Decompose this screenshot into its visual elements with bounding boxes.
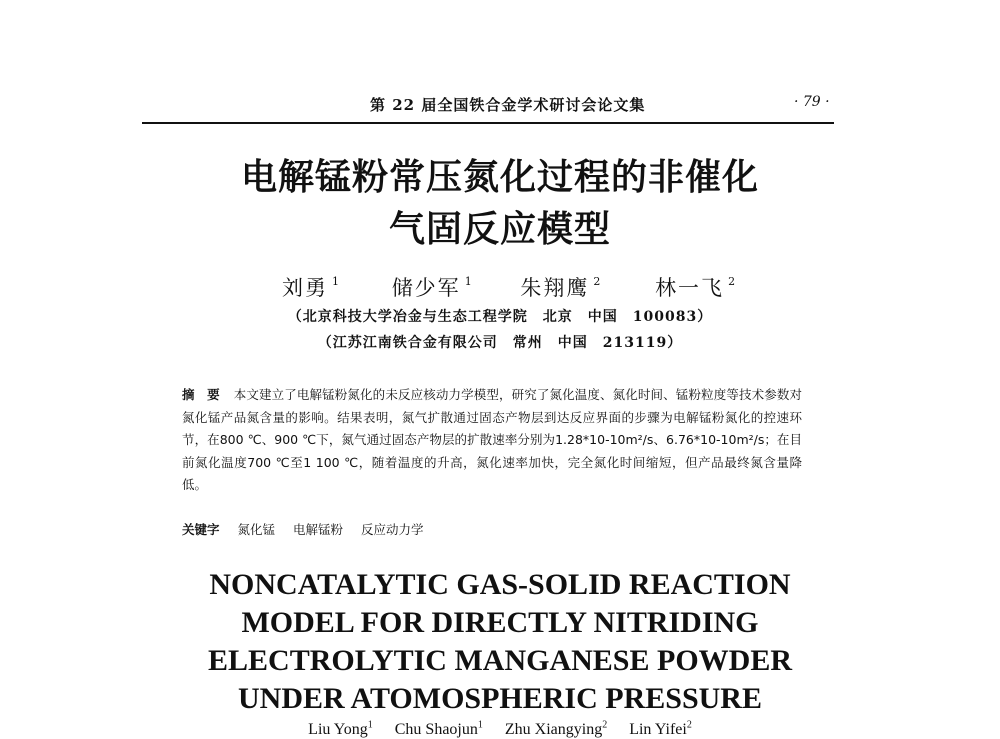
author-en: Chu Shaojun$^1$ <box>394 720 483 739</box>
keyword: 反应动力学 <box>361 522 424 537</box>
english-title-line-3: ELECTROLYTIC MANGANESE POWDER <box>208 644 792 677</box>
english-author-list <box>0 720 1000 739</box>
chinese-author-list <box>282 272 737 302</box>
english-title-line-1: NONCATALYTIC GAS-SOLID REACTION <box>209 568 791 601</box>
chinese-title-line-1: 电解锰粉常压氮化过程的非催化 <box>240 157 759 198</box>
author-zh: 朱翔鹰 $^2$ <box>520 275 603 300</box>
english-title <box>0 566 1000 718</box>
keywords-label: 关键字 <box>182 522 220 537</box>
abstract <box>182 384 802 497</box>
page-number: · 79 · <box>794 94 830 110</box>
english-title-line-4: UNDER ATOMOSPHERIC PRESSURE <box>238 682 762 715</box>
abstract-text: 本文建立了电解锰粉氮化的未反应核动力学模型，研究了氮化温度、氮化时间、锰粉粒度等技术参数对氮化锰产品氮含量的影响。结果表明，氮气扩散通过固态产物层到达反应界面的步骤为电解锰粉氮化的控速环节，在800 ℃、900 ℃下，氮气通过固态产物层的扩散速率分别为1.28*10-10m²/s、6.76*10-10m²/s；在目前氮化温度700 ℃至1 100 ℃，随着温度的升高，氮化速率加快，完全氮化时间缩短，但产品最终氮含量降低。 <box>182 387 802 492</box>
chinese-title <box>0 152 1000 256</box>
affiliation-1: （北京科技大学冶金与生态工程学院 北京 中国 100083） <box>287 309 713 325</box>
abstract-label: 摘 要 <box>182 387 224 402</box>
header-rule <box>142 122 834 124</box>
keywords <box>182 520 802 538</box>
english-title-line-2: MODEL FOR DIRECTLY NITRIDING <box>241 606 759 639</box>
keyword: 氮化锰 <box>237 522 276 537</box>
author-en: Zhu Xiangying$^2$ <box>504 720 608 739</box>
author-zh: 林一飞 $^2$ <box>655 275 738 300</box>
affiliation-2: （江苏江南铁合金有限公司 常州 中国 213119） <box>317 335 683 351</box>
author-en: Liu Yong$^1$ <box>308 720 373 739</box>
author-zh: 刘勇 $^1$ <box>282 275 341 300</box>
author-zh: 储少军 $^1$ <box>391 275 474 300</box>
chinese-title-line-2: 气固反应模型 <box>388 209 611 250</box>
running-head <box>0 92 1000 116</box>
keyword: 电解锰粉 <box>293 522 344 537</box>
journal-name: 第 22 届全国铁合金学术研讨会论文集 <box>370 96 646 114</box>
author-en: Lin Yifei$^2$ <box>629 720 692 739</box>
